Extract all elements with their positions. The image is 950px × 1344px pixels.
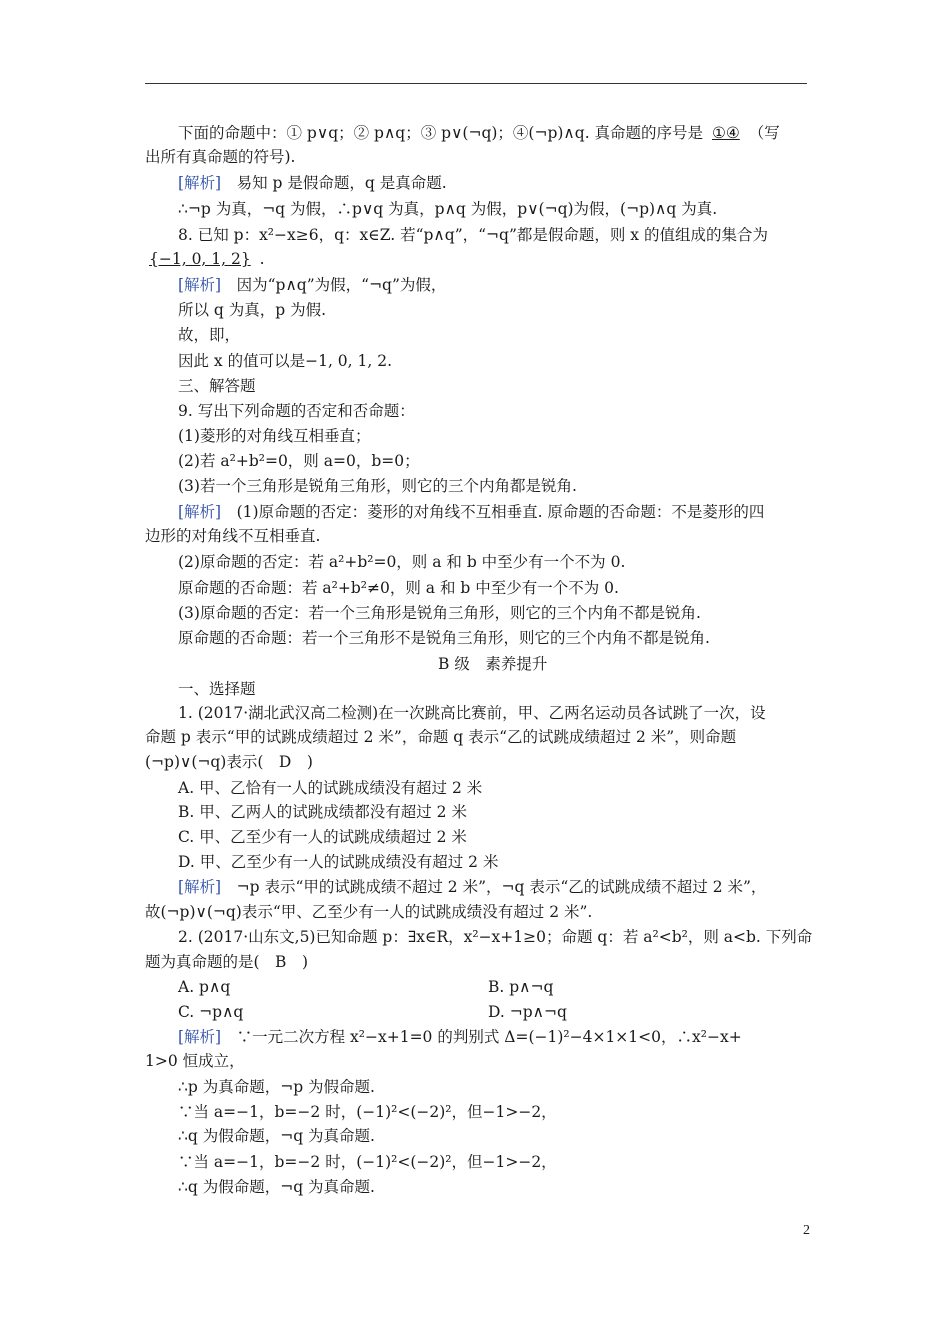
option-second-column: B. p∧¬q bbox=[488, 978, 554, 996]
analysis-tag: [解析] bbox=[178, 878, 222, 896]
text-line bbox=[0, 825, 950, 849]
line-text: ∵当 a=−1，b=−2 时，(−1)²<(−2)²，但−1>−2， bbox=[178, 1153, 557, 1171]
text-line bbox=[0, 875, 950, 899]
text-line bbox=[0, 449, 950, 473]
text-line bbox=[0, 701, 950, 725]
text-line bbox=[0, 349, 950, 373]
line-text: 8. 已知 p：x²−x≥6，q：x∈Z. 若“p∧q”，“¬q”都是假命题，则 x 的值组成的集合为 bbox=[178, 226, 768, 244]
text-line bbox=[0, 626, 950, 650]
header-rule bbox=[145, 83, 807, 84]
page-number: 2 bbox=[803, 1223, 810, 1238]
text-line bbox=[0, 298, 950, 322]
text-line bbox=[0, 1124, 950, 1148]
analysis-tag: [解析] bbox=[178, 1028, 222, 1046]
text-line bbox=[0, 1025, 950, 1049]
text-line bbox=[0, 273, 950, 297]
line-text: B 级 素养提升 bbox=[438, 655, 548, 673]
text-line bbox=[0, 323, 950, 347]
line-text: 1>0 恒成立， bbox=[145, 1052, 245, 1070]
line-text: ∴q 为假命题，¬q 为真命题. bbox=[178, 1127, 375, 1145]
answer-blank: ①④ bbox=[711, 124, 740, 142]
answer-blank: {−1, 0, 1, 2} bbox=[149, 250, 251, 268]
option-second-column: D. ¬p∧¬q bbox=[488, 1003, 567, 1021]
line-text: D. 甲、乙至少有一人的试跳成绩没有超过 2 米 bbox=[178, 853, 499, 871]
text-line bbox=[0, 1100, 950, 1124]
line-text: 原命题的否命题：若一个三角形不是锐角三角形，则它的三个内角不都是锐角. bbox=[178, 629, 710, 647]
line-text: 边形的对角线不互相垂直. bbox=[145, 527, 321, 545]
text-line bbox=[0, 374, 950, 398]
text-line bbox=[0, 925, 950, 949]
line-text: 因此 x 的值可以是−1, 0, 1, 2. bbox=[178, 352, 393, 370]
text-line bbox=[0, 171, 950, 195]
text-line bbox=[0, 1150, 950, 1174]
text-line bbox=[0, 500, 950, 524]
text-line bbox=[0, 121, 950, 145]
line-text: 1. (2017·湖北武汉高二检测)在一次跳高比赛前，甲、乙两名运动员各试跳了一次，设 bbox=[178, 704, 766, 722]
line-text: ∴¬p 为真，¬q 为假，∴p∨q 为真，p∧q 为假，p∨(¬q)为假，(¬p)∧q 为真. bbox=[178, 200, 718, 218]
line-text: 题为真命题的是( B ) bbox=[145, 953, 308, 971]
text-line bbox=[0, 550, 950, 574]
line-suffix: . bbox=[254, 250, 265, 268]
text-line bbox=[0, 474, 950, 498]
line-text: 所以 q 为真，p 为假. bbox=[178, 301, 327, 319]
text-line bbox=[0, 424, 950, 448]
line-text: (¬p)∨(¬q)表示( D ) bbox=[145, 753, 313, 771]
line-text: A. p∧q bbox=[178, 978, 231, 996]
line-text: B. 甲、乙两人的试跳成绩都没有超过 2 米 bbox=[178, 803, 467, 821]
text-line bbox=[0, 725, 950, 749]
line-text: C. ¬p∧q bbox=[178, 1003, 244, 1021]
line-text: 一、选择题 bbox=[178, 680, 256, 698]
text-line bbox=[0, 1049, 950, 1073]
analysis-tag: [解析] bbox=[178, 503, 222, 521]
text-line bbox=[0, 197, 950, 221]
text-line bbox=[0, 399, 950, 423]
text-line bbox=[0, 850, 950, 874]
line-text: 下面的命题中：① p∨q；② p∧q；③ p∨(¬q)；④(¬p)∧q. 真命题的序号是 bbox=[178, 124, 708, 142]
line-text: 故，即， bbox=[178, 326, 241, 344]
line-suffix: （写 bbox=[743, 124, 780, 142]
text-line bbox=[0, 800, 950, 824]
line-text: 出所有真命题的符号). bbox=[145, 148, 296, 166]
line-text: 9. 写出下列命题的否定和否命题： bbox=[178, 402, 415, 420]
analysis-tag: [解析] bbox=[178, 174, 222, 192]
text-line bbox=[0, 652, 950, 676]
text-line bbox=[0, 524, 950, 548]
text-line bbox=[0, 776, 950, 800]
text-line bbox=[0, 247, 950, 271]
text-line bbox=[0, 576, 950, 600]
line-text: (2)若 a²+b²=0，则 a=0，b=0； bbox=[178, 452, 420, 470]
text-line bbox=[0, 950, 950, 974]
text-line bbox=[0, 601, 950, 625]
text-line bbox=[0, 145, 950, 169]
line-text: (3)若一个三角形是锐角三角形，则它的三个内角都是锐角. bbox=[178, 477, 577, 495]
text-line bbox=[0, 975, 950, 999]
text-line bbox=[0, 1075, 950, 1099]
text-line bbox=[0, 677, 950, 701]
text-line bbox=[0, 1175, 950, 1199]
text-line bbox=[0, 1000, 950, 1024]
line-text: (3)原命题的否定：若一个三角形是锐角三角形，则它的三个内角不都是锐角. bbox=[178, 604, 701, 622]
analysis-tag: [解析] bbox=[178, 276, 222, 294]
line-text: 因为“p∧q”为假，“¬q”为假， bbox=[221, 276, 447, 294]
text-line bbox=[0, 900, 950, 924]
line-text: 故(¬p)∨(¬q)表示“甲、乙至少有一人的试跳成绩没有超过 2 米”. bbox=[145, 903, 593, 921]
line-text: ∵当 a=−1，b=−2 时，(−1)²<(−2)²，但−1>−2， bbox=[178, 1103, 557, 1121]
line-text: C. 甲、乙至少有一人的试跳成绩超过 2 米 bbox=[178, 828, 467, 846]
line-text: (2)原命题的否定：若 a²+b²=0，则 a 和 b 中至少有一个不为 0. bbox=[178, 553, 626, 571]
line-text: (1)菱形的对角线互相垂直； bbox=[178, 427, 371, 445]
text-line bbox=[0, 223, 950, 247]
line-text: 2. (2017·山东文,5)已知命题 p：∃x∈R，x²−x+1≥0；命题 q：若 a²<b²，则 a<b. 下列命 bbox=[178, 928, 813, 946]
line-text: 易知 p 是假命题，q 是真命题. bbox=[221, 174, 447, 192]
line-text: 三、解答题 bbox=[178, 377, 256, 395]
line-text: A. 甲、乙恰有一人的试跳成绩没有超过 2 米 bbox=[178, 779, 483, 797]
line-text: 原命题的否命题：若 a²+b²≠0，则 a 和 b 中至少有一个不为 0. bbox=[178, 579, 619, 597]
line-text: ∴q 为假命题，¬q 为真命题. bbox=[178, 1178, 375, 1196]
text-line bbox=[0, 750, 950, 774]
line-text: (1)原命题的否定：菱形的对角线不互相垂直. 原命题的否命题：不是菱形的四 bbox=[221, 503, 765, 521]
line-text: 命题 p 表示“甲的试跳成绩超过 2 米”，命题 q 表示“乙的试跳成绩超过 2 米”，则命题 bbox=[145, 728, 737, 746]
line-text: ∵一元二次方程 x²−x+1=0 的判别式 Δ=(−1)²−4×1×1<0，∴x²−x+ bbox=[221, 1028, 742, 1046]
line-text: ∴p 为真命题，¬p 为假命题. bbox=[178, 1078, 375, 1096]
line-text: ¬p 表示“甲的试跳成绩不超过 2 米”，¬q 表示“乙的试跳成绩不超过 2 米”， bbox=[221, 878, 767, 896]
